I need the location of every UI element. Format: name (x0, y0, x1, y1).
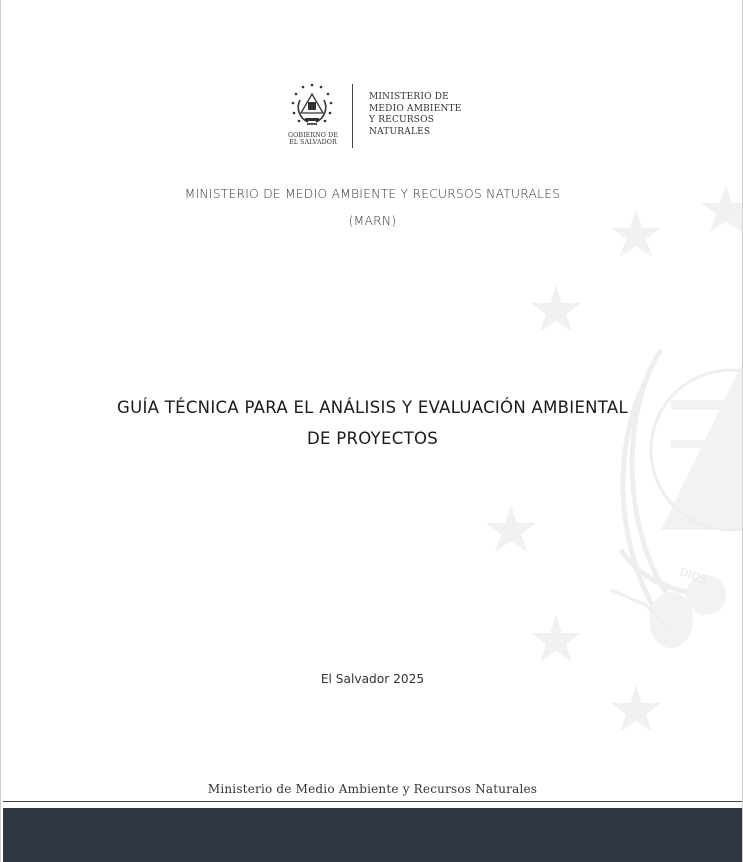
ministry-logo-line: Y RECURSOS (369, 115, 435, 125)
coat-of-arms-watermark-icon (471, 150, 743, 790)
seal-caption-line: EL SALVADOR (289, 139, 337, 146)
seal-caption (284, 132, 342, 146)
organization-acronym: (MARN) (348, 214, 397, 228)
coat-of-arms-icon (286, 82, 338, 132)
ministry-logo-line: NATURALES (369, 126, 431, 137)
seal-caption-line: GOBIERNO DE (287, 132, 339, 139)
watermark-text: DIOS (678, 565, 709, 587)
ministry-logo-name (369, 92, 462, 138)
logo-divider (352, 84, 353, 148)
government-logo (284, 82, 474, 152)
document-title-line-1: GUÍA TÉCNICA PARA EL ANÁLISIS Y EVALUACIÓN AMBIENTAL (117, 398, 628, 417)
ministry-logo-line: MINISTERIO DE (369, 92, 449, 102)
organization-name: MINISTERIO DE MEDIO AMBIENTE Y RECURSOS NATURALES (184, 187, 561, 201)
ministry-logo-line: MEDIO AMBIENTE (369, 103, 462, 114)
document-title-line-2: DE PROYECTOS (306, 429, 439, 448)
footer-divider (3, 801, 742, 802)
footer-band (3, 808, 742, 862)
footer-ministry-name: Ministerio de Medio Ambiente y Recursos Naturales (207, 782, 538, 796)
place-and-year: El Salvador 2025 (320, 672, 425, 686)
